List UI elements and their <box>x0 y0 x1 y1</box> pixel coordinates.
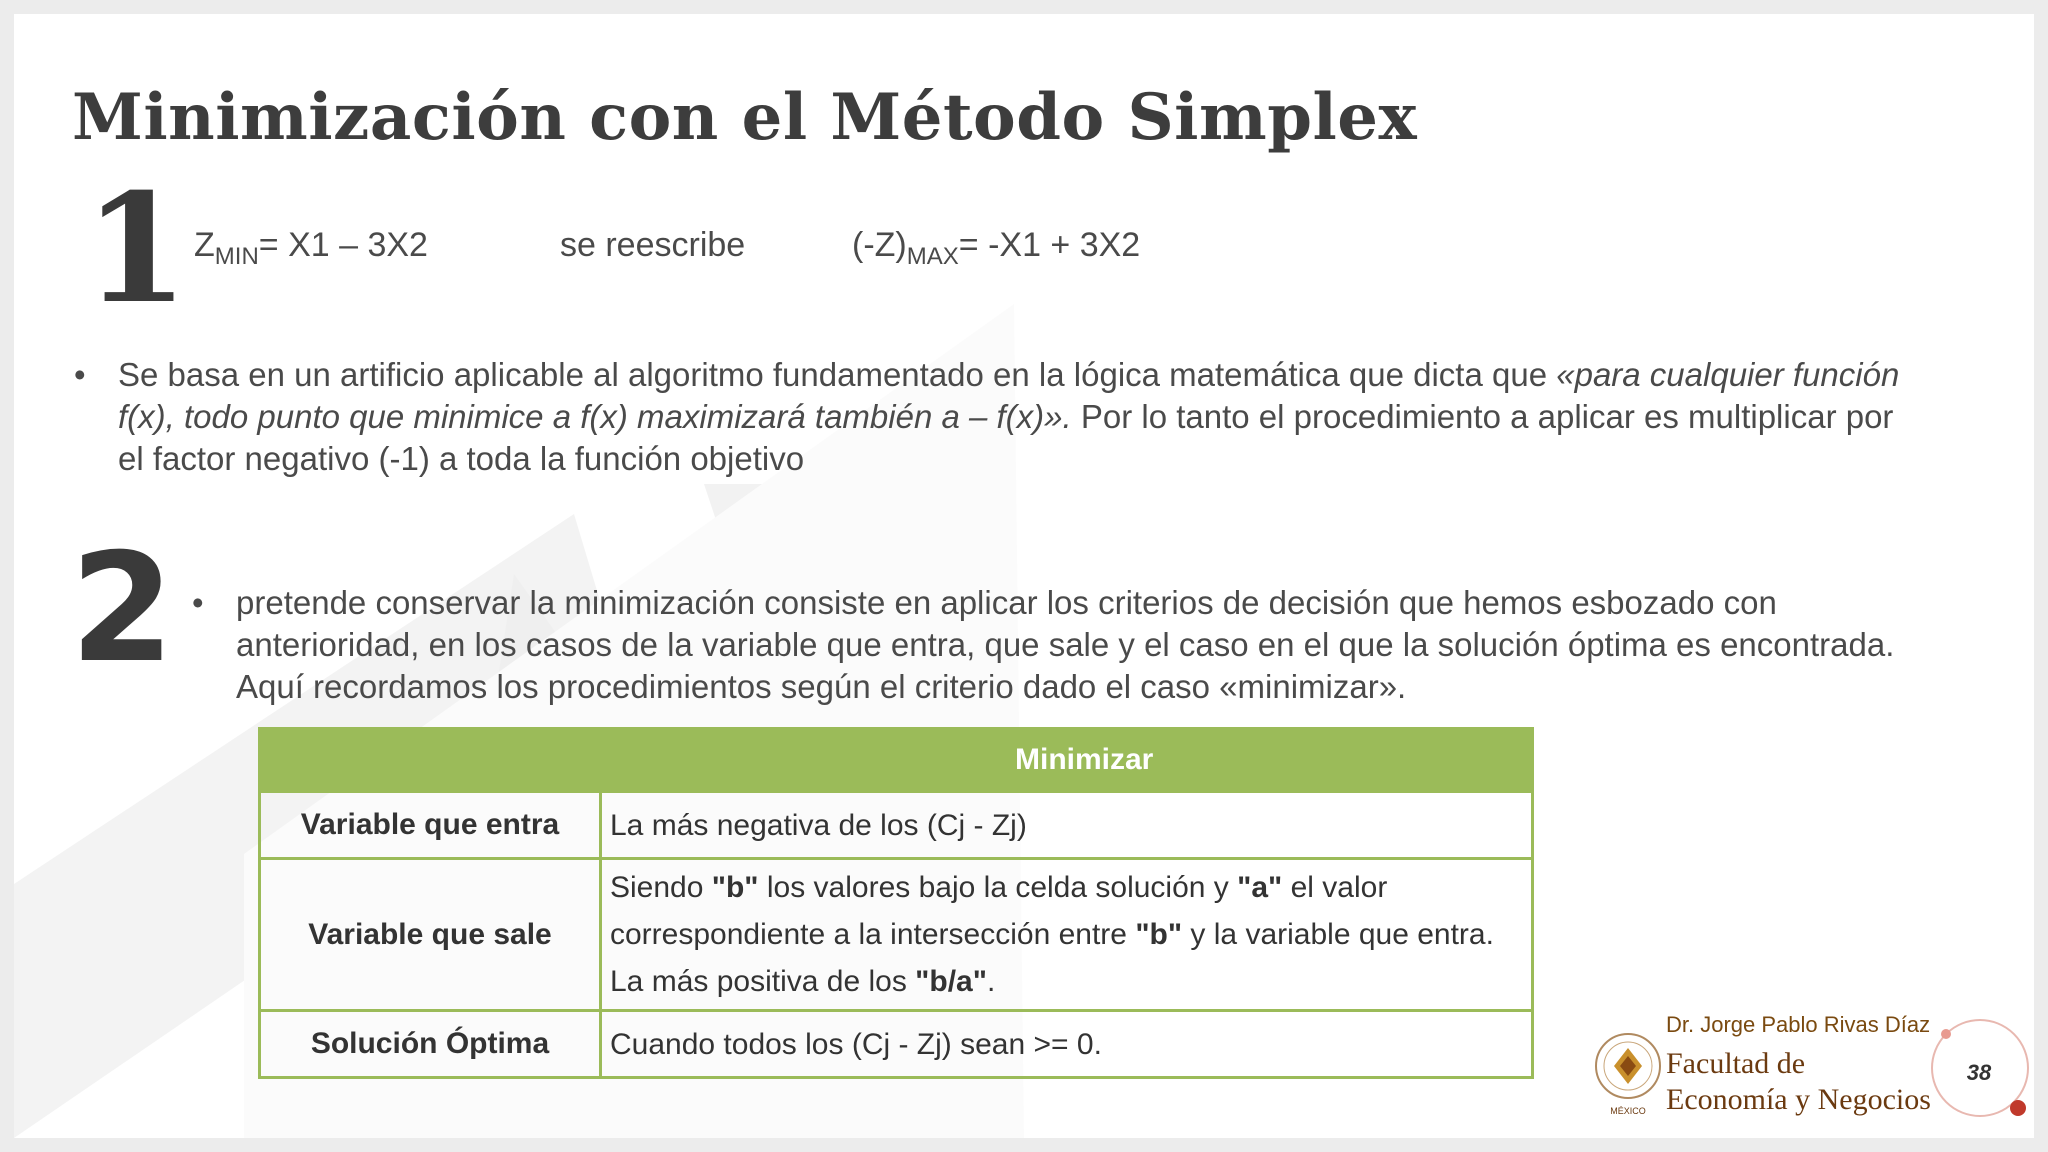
table-row <box>260 1011 1533 1078</box>
row-label: Solución Óptima <box>260 1011 601 1078</box>
slide <box>14 14 2034 1138</box>
table-row <box>260 859 1533 1011</box>
formula-max: $(-Z)_{MAX}= -X1 + 3X2$ <box>852 226 1141 270</box>
formula-min: $Z_{MIN}= X1 - 3X2$ <box>194 226 428 270</box>
table-header: Minimizar <box>260 729 1533 792</box>
slide-title: Minimización con el Método Simplex <box>72 80 1418 155</box>
row-label: Variable que sale <box>260 859 601 1011</box>
row-value: La más negativa de los (Cj - Zj) <box>601 792 1533 859</box>
step-number-1: 1 <box>84 161 189 337</box>
criteria-table <box>258 727 1534 1079</box>
step-number-2: 2 <box>70 522 175 696</box>
row-value: Cuando todos los (Cj - Zj) sean >= 0. <box>601 1011 1533 1078</box>
step2-bullet: • pretende conservar la minimización consiste en aplicar los criterios de decisión que hemos esbozado con anterioridad, en los casos de la variable que entra, que sale y el caso en el que la solución óptima es encontrada. Aquí recordamos los procedimientos según el criterio dado el caso «minimizar». <box>192 584 1895 705</box>
university-seal-icon <box>1592 1030 1664 1118</box>
page-number: 38 <box>1966 1060 1992 1085</box>
bullet-dot: • <box>192 584 204 621</box>
faculty-name: Facultad de Economía y Negocios <box>1666 1047 1931 1116</box>
step1-bullet: • Se basa en un artificio aplicable al algoritmo fundamentado en la lógica matemática que dicta que «para cualquier función f(x), todo punto que minimice a f(x) maximizará también a – f(x)». Por lo tanto el procedimiento a aplicar es multiplicar por el factor negativo (-1) a toda la función objetivo <box>74 356 1900 477</box>
rewrite-label: se reescribe <box>560 226 746 264</box>
row-value: Siendo "b" los valores bajo la celda solución y "a" el valor correspondiente a la intersección entre "b" y la variable que entra. La más positiva de los "b/a". <box>601 859 1533 1011</box>
bullet-dot: • <box>74 356 86 393</box>
table-row <box>260 792 1533 859</box>
row-label: Variable que entra <box>260 792 601 859</box>
author-name: Dr. Jorge Pablo Rivas Díaz <box>1666 1012 1931 1037</box>
seal-text: MÉXICO <box>1610 1106 1646 1116</box>
